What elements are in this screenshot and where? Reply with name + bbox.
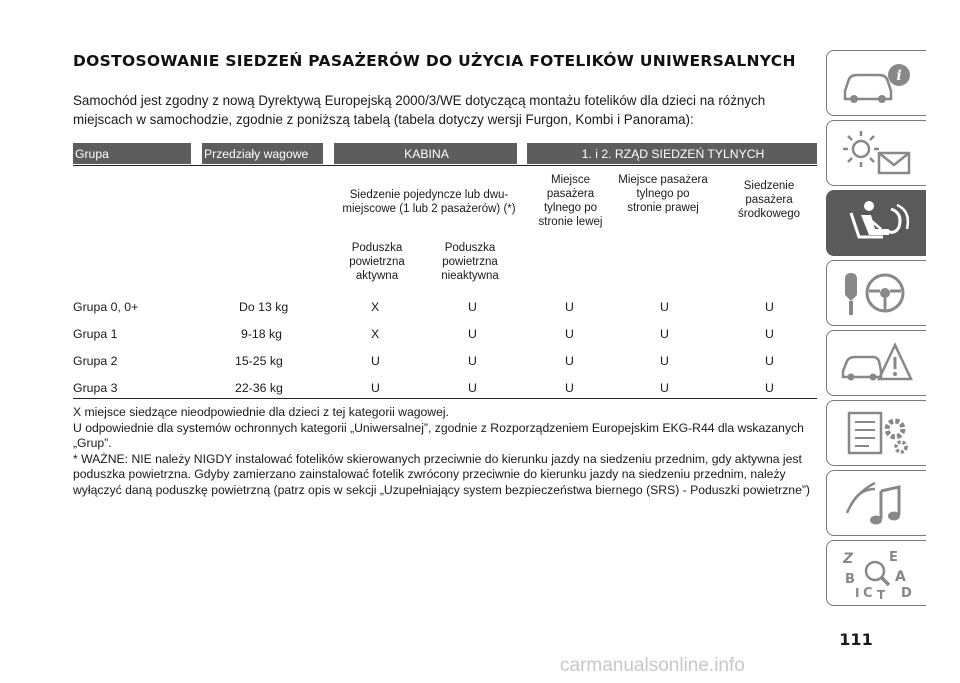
table-row: Grupa 0, 0+ Do 13 kg X U U U U <box>73 300 774 314</box>
tab-car-info[interactable] <box>826 50 926 116</box>
watermark: carmanualsonline.info <box>560 655 745 676</box>
alphabet-index-icon <box>837 545 917 601</box>
header-weight: Przedziały wagowe <box>202 143 323 164</box>
svg-text:A: A <box>894 569 906 585</box>
tab-multimedia[interactable] <box>826 470 926 536</box>
header-rear-rows: 1. i 2. RZĄD SIEDZEŃ TYLNYCH <box>527 143 817 164</box>
note-u: U odpowiednie dla systemów ochronnych kategorii „Uniwersalnej”, zgodnie z Rozporządzeniem Europejskim EKG-R44 dla wskazanych „Grup”. <box>73 420 804 450</box>
note-warning: * WAŻNE: NIE należy NIGDY instalować fotelików skierowanych przeciwnie do kierunku jazdy na siedzeniu przednim, gdy aktywna jest poduszka powietrzna. Gdyby zamierzano zainstalować fotelik zwrócony przeciwnie do kierunku jazdy na siedzeniu przednim, należy wyłączyć daną poduszkę powietrzną (patrz opis w sekcji „Uzupełniający system bezpieczeństwa biernego (SRS) - Poduszki powietrzne”) <box>73 451 810 497</box>
car-crash-warning-icon <box>837 335 917 391</box>
svg-text:D: D <box>900 586 912 601</box>
page-number: 111 <box>839 630 873 649</box>
car-info-icon <box>837 55 917 111</box>
table-header <box>73 143 817 164</box>
tab-maintenance[interactable] <box>826 400 926 466</box>
svg-text:E: E <box>888 550 898 565</box>
svg-text:C: C <box>862 586 873 601</box>
tab-warning-lights[interactable] <box>826 120 926 186</box>
warning-lights-icon <box>837 125 917 181</box>
header-divider <box>73 165 817 166</box>
header-group: Grupa <box>73 143 191 164</box>
tab-safety[interactable] <box>826 190 926 256</box>
table-row: Grupa 2 15-25 kg U U U U U <box>73 354 774 368</box>
airbag-off-label: Poduszka powietrzna nieaktywna <box>441 242 499 282</box>
svg-text:i: i <box>895 68 902 84</box>
svg-text:B: B <box>844 572 855 587</box>
music-note-icon <box>837 475 917 531</box>
table-bottom-rule <box>73 398 817 399</box>
table-row: Grupa 1 9-18 kg X U U U U <box>73 327 774 341</box>
airbag-on-label: Poduszka powietrzna aktywna <box>349 242 405 282</box>
table-row: Grupa 3 22-36 kg U U U U U <box>73 381 774 395</box>
rear-left-label: Miejsce pasażera tylnego po stronie lewej <box>538 174 603 228</box>
seat-airbag-icon <box>837 195 917 251</box>
steering-wheel-key-icon <box>837 265 917 321</box>
svg-text:I: I <box>854 586 859 600</box>
table-notes <box>73 405 825 498</box>
svg-text:T: T <box>876 588 885 601</box>
rear-center-label: Siedzenie pasażera środkowego <box>737 180 800 220</box>
cabin-seat-label: Siedzenie pojedyncze lub dwu-miejscowe (1 lub 2 pasażerów) (*) <box>342 189 516 215</box>
tab-starting-driving[interactable] <box>826 260 926 326</box>
section-heading: DOSTOSOWANIE SIEDZEŃ PASAŻERÓW DO UŻYCIA FOTELIKÓW UNIWERSALNYCH <box>73 52 796 70</box>
tab-index[interactable] <box>826 540 926 606</box>
note-x: X miejsce siedzące nieodpowiednie dla dzieci z tej kategorii wagowej. <box>73 405 449 419</box>
svg-text:Z: Z <box>842 551 853 567</box>
intro-paragraph: Samochód jest zgodny z nową Dyrektywą Europejską 2000/3/WE dotyczącą montażu fotelików dla dzieci na różnych miejscach w samochodzie, zgodnie z poniższą tabelą (tabela dotyczy wersji Furgon, Kombi i Panorama): <box>73 93 766 127</box>
tab-emergency[interactable] <box>826 330 926 396</box>
rear-right-label: Miejsce pasażera tylnego po stronie prawej <box>618 174 708 214</box>
document-gear-icon <box>837 405 917 461</box>
header-cabin: KABINA <box>334 143 517 164</box>
